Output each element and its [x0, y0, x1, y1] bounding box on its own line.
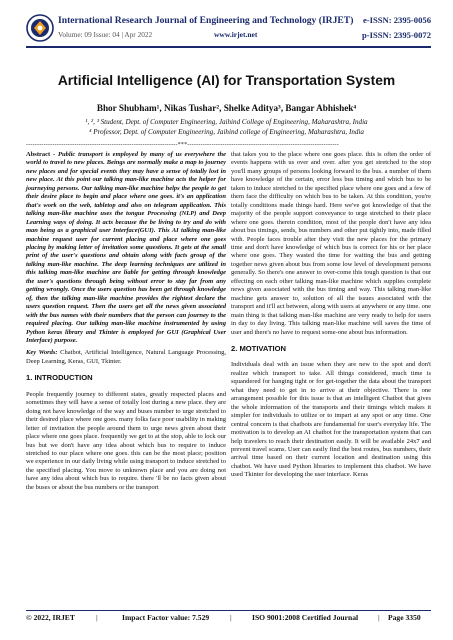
- abstract-text: Public transport is employed by many of us everywhere the world to travel to new places. Beings are normally make a map to journey new places and for special events they may have a sense of totally lost in new place. At this point our talking man-like machine acts the helper for journeying persons. Our talking man-like machine helps the people to get their desire place to begin and place where one goes. it's an application that's work on the web, tabletop and also on telegram application. This talking man-like machine uses the tongue Processing (NLP) and Deep Learning ways of doing. It acts because the be living to try and do with man being as a graphical user Interface(GUI). This AI talking man-like machine request user for current placing and place where one goes placing by making letter of invitation some questions. It gets at the small print of the user's questions and obtain along with facts group of the talking man-like machine. The deep learning techniques are utilized in this talking man-like machine are liable for getting through knowledge the user's questions through being without error to stay far from any getting wrongly. Once the users question has been get through knowledge of, then the talking man-like machine provides the rightest declare the users question request. Then the users get all the news given associated with the bus names with their numbers that the person can journey to the required placing. Our talking man-like machine instrumented by using Python keras library and Tkinter is employed for GUI (Graphical User Interface) purpose.: [26, 151, 226, 344]
- motivation-text: Individuals deal with an issue when they are new to the spot and don't realize which transport to take. All things considered, much time is squandered for hanging tight or for get-together the data about the transport what they need to get in to arrive at their objective. There is one arrangement possible for this issue is that an intelligent Chatbot that gives the whole information of the transports and their timings which makes it simpler for individuals to utilize or to impart at any spot or any time. One central concern is that chatbots are fundamental for user's everyday life. The motivation is to develop an AI chatbot for the transportation system that can help travelers to reach their destination easily. It will be available 24x7 and prevent travel scams. User can easily find the best routes, bus numbers, their arrival time based on their current location and destination using this chatbot. We have used Python libraries to implement this chatbot. We have used Tkinter for developing the user interface. Keras: [231, 361, 431, 479]
- motivation-heading: 2. MOTIVATION: [231, 343, 286, 353]
- abstract: [26, 151, 226, 345]
- author-list: Bhor Shubham¹, Nikas Tushar², Shelke Aditya³, Bangar Abhishek⁴: [96, 103, 357, 113]
- footer-separator: |: [230, 613, 232, 622]
- affiliation-professor: ⁴ Professor, Dept. of Computer Engineering, Jaihind college of Engineering, Maharashtra, India: [89, 128, 364, 136]
- footer-iso: ISO 9001:2008 Certified Journal: [252, 613, 359, 622]
- page-footer: [26, 610, 431, 624]
- keywords-text: Chatbot, Artificial Intelligence, Natural Language Processing, Deep Learning, Keras, GUI, Tkinter.: [26, 349, 226, 365]
- footer-copyright: © 2022, IRJET: [26, 613, 75, 622]
- abstract-label: Abstract -: [26, 151, 56, 158]
- section-divider: ---------------------------------------------------------------------***---------------------------------------------------------------------: [26, 142, 339, 148]
- introduction-heading: 1. INTRODUCTION: [26, 373, 93, 383]
- introduction-text: People frequently journey to different states, greatly respected places and sometimes they will have a sense of totally lost during a new place. they are doing not have knowledge of the way and buses number to urge stretched to their desired place where one goes. many folks face poor usability in making letter of invitation the people around them to urge news given about their place where one goes place. frequently we get to at the stop, able to lock our bus but we don't have any idea about which bus to require to induce stretched to our place where one goes. this can be the most place; position we experience in our daily living while using transport to induce stretched to the specified placing. You move to unknown place and you are doing not have any idea about which bus to require. there 'll be no facts given about the buses or about the bus numbers or the transport: [26, 390, 226, 491]
- journal-header: [26, 14, 431, 44]
- journal-logo-icon: [26, 14, 54, 42]
- left-column: [26, 151, 226, 496]
- volume-issue: Volume: 09 Issue: 04 | Apr 2022: [58, 30, 153, 39]
- journal-website-link[interactable]: www.irjet.net: [214, 30, 258, 39]
- affiliation-students: ¹, ², ³ Student, Dept. of Computer Engineering, Jaihind College of Engineering, Maharashtra, India: [85, 118, 368, 126]
- pissn: p-ISSN: 2395-0072: [362, 30, 431, 40]
- journal-title: International Research Journal of Engineering and Technology (IRJET): [58, 15, 354, 26]
- introduction-text-continued: that takes you to the place where one goes place. this is often the order of events happens with us over and over. after you get stretched to the stop you'll many groups of persons looking forward to the bus. a number of them have knowledge of the certain, error less bus timing and which bus to be taken to induce stretched to the specified place where one goes and a few of them face the difficulty on which bus to be taken. At this condition, you're totally conditions made things hard. Here we've got knowledge of that the majority of the people support conveyance to urge stretched to their place where one goes. therein condition, most of the people don't have any idea about bus timings, sends, bus numbers and other put tightly into, made filled with. People faces trouble after they visit the new places for the primary time and don't have knowledge of which bus is correct for his or her place where one goes. They wasted the time for waiting the bus and getting together news given about bus from some low level of development persons generally. So there's one answer to over-come this tough question is that our effecting on each other talking man-like machine which supplies complete news given associated with the bus timing and way. This talking man-like machine gets answer to, solution of all the issues associated with the transport and it'll act between, along with users at anywhere or any time. one main thing is that talking man-like machine are very ready to help for users in day to day living. This talking man-like machine will saves the time of user and there's no have to request some-one about bus information.: [231, 151, 431, 336]
- paper-title: Artificial Intelligence (AI) for Transportation System: [57, 73, 396, 88]
- keywords-label: Key Words:: [26, 349, 58, 357]
- right-column: [231, 151, 431, 484]
- footer-separator: |: [378, 613, 380, 622]
- header-rule: [26, 46, 431, 48]
- footer-separator: |: [96, 613, 98, 622]
- footer-impact-factor: Impact Factor value: 7.529: [122, 613, 210, 622]
- eissn: e-ISSN: 2395-0056: [362, 15, 431, 25]
- footer-rule: [26, 610, 431, 611]
- keywords: [26, 349, 226, 366]
- footer-page-number: Page 3350: [388, 613, 421, 622]
